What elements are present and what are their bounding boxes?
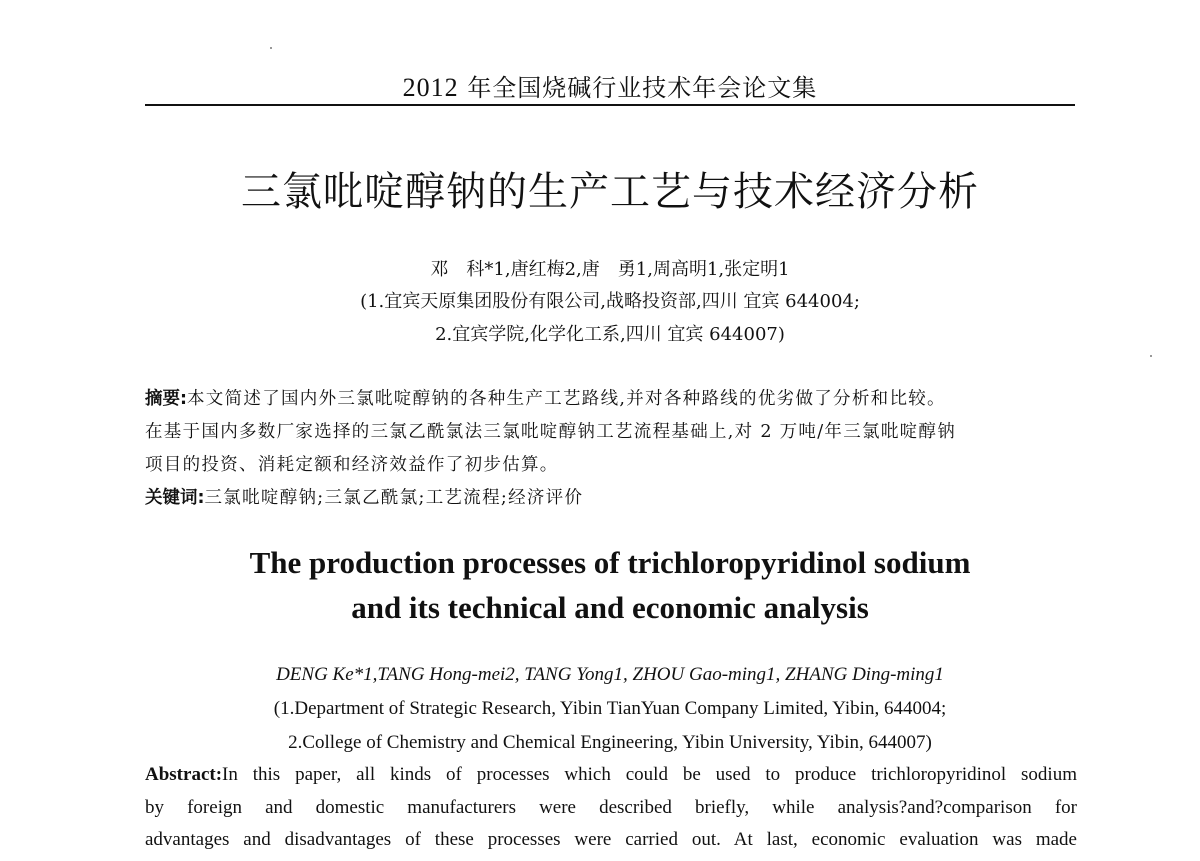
abstract-en-line-1 [145,764,1077,786]
abstract-en-line-3: advantages and disadvantages of these processes were carried out. At last, economic evaluation was made [145,829,1077,850]
abstract-cn-line-3: 项目的投资、消耗定额和经济效益作了初步估算。 [145,455,559,475]
paper-title-en-1: The production processes of trichloropyridinol sodium [249,545,971,580]
abstract-cn-label: 摘要: [145,389,187,409]
running-head-year: 2012 [402,73,459,102]
abstract-cn-line-2: 在基于国内多数厂家选择的三氯乙酰氯法三氯吡啶醇钠工艺流程基础上,对 2 万吨/年三氯吡啶醇钠 [145,422,957,442]
affiliation-cn-1: (1.宜宾天原集团股份有限公司,战略投资部,四川 宜宾 644004; [360,291,860,312]
affiliation-en-2: 2.College of Chemistry and Chemical Engineering, Yibin University, Yibin, 644007) [288,732,932,753]
affiliation-en-1: (1.Department of Strategic Research, Yibin TianYuan Company Limited, Yibin, 644004; [273,698,947,719]
abstract-cn-line-1 [145,385,1080,410]
authors-en: DENG Ke*1,TANG Hong-mei2, TANG Yong1, ZHOU Gao-ming1, ZHANG Ding-ming1 [276,664,944,685]
header-rule [145,104,1075,106]
abstract-en-text-1: In this paper, all kinds of processes which could be used to produce trichloropyridinol sodium [222,764,1077,785]
affiliation-cn-2: 2.宜宾学院,化学化工系,四川 宜宾 644007) [435,324,785,345]
keywords-cn [145,484,1080,509]
abstract-cn-text-1: 本文简述了国内外三氯吡啶醇钠的各种生产工艺路线,并对各种路线的优劣做了分析和比较。 [187,389,946,409]
paper-title-en-2: and its technical and economic analysis [351,590,869,625]
scan-speck [1150,355,1152,357]
running-head [145,68,1075,103]
authors-cn: 邓 科*1,唐红梅2,唐 勇1,周高明1,张定明1 [430,259,790,280]
paper-title-cn: 三氯吡啶醇钠的生产工艺与技术经济分析 [241,169,979,215]
abstract-en-label: Abstract: [145,764,223,785]
scan-speck [270,47,272,49]
running-head-proceedings: 年全国烧碱行业技术年会论文集 [467,74,818,102]
keywords-cn-text: 三氯吡啶醇钠;三氯乙酰氯;工艺流程;经济评价 [204,488,584,508]
keywords-cn-label: 关键词: [145,488,205,508]
abstract-en-line-2: by foreign and domestic manufacturers were described briefly, while analysis?and?comparison for [145,797,1077,818]
